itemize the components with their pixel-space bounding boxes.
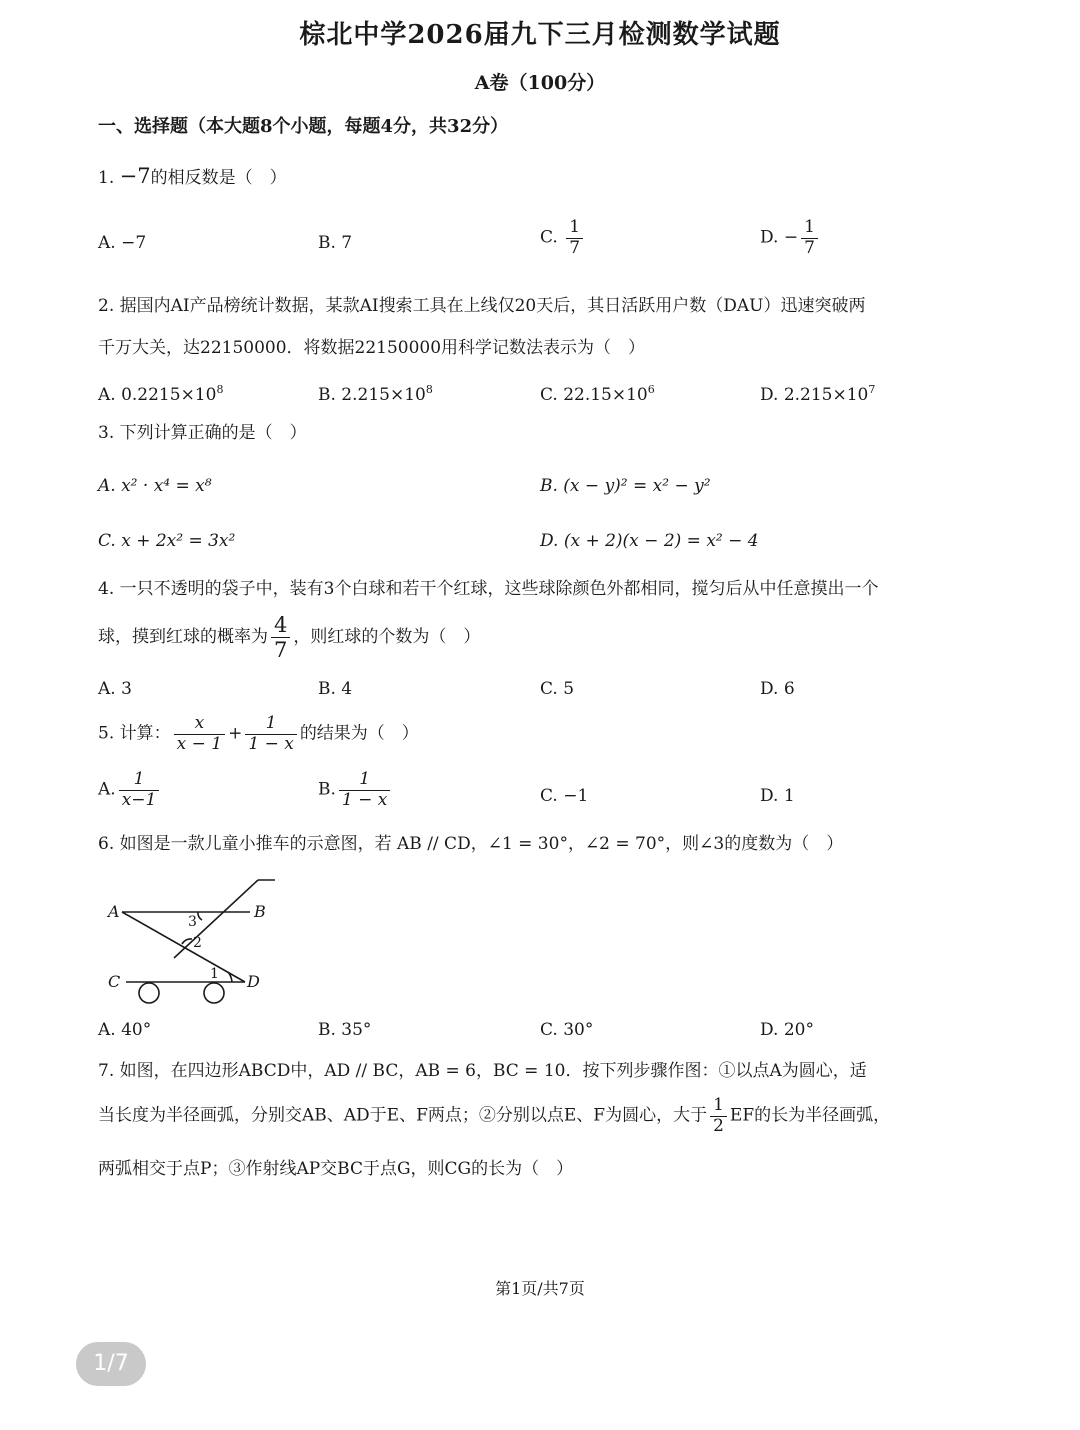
exponent: 6 (647, 383, 655, 396)
handle-line (174, 880, 258, 958)
numerator: 1 (801, 218, 818, 239)
q3-option-d[interactable]: D. (x + 2)(x − 2) = x² − 4 (540, 531, 759, 551)
q5-option-a[interactable] (98, 770, 162, 810)
option-text: A. 0.2215×10 (98, 385, 217, 405)
plus-sign: + (228, 723, 243, 744)
fraction (119, 770, 160, 810)
exponent: 8 (425, 383, 433, 396)
exponent: 8 (216, 383, 224, 396)
q2-option-c[interactable] (540, 383, 655, 405)
denominator: 2 (713, 1115, 724, 1136)
fraction (566, 218, 583, 258)
numerator: x (174, 714, 225, 735)
question-5-stem (98, 714, 419, 754)
value-expression: −7 (119, 164, 151, 188)
numerator: 1 (566, 218, 583, 239)
fraction (801, 218, 818, 258)
question-7-line-1: 7. 如图，在四边形ABCD中，AD // BC，AB = 6，BC = 10．按下列步骤作图：①以点A为圆心，适 (98, 1061, 867, 1081)
q1-option-d[interactable] (760, 218, 821, 258)
q5-option-b[interactable] (318, 770, 393, 810)
angle-3-arc (198, 912, 202, 920)
label-c: C (108, 972, 121, 991)
question-text: EF的长为半径画弧， (729, 1105, 891, 1126)
q6-option-d[interactable]: D. 20° (760, 1020, 814, 1040)
question-7-line-2 (98, 1096, 890, 1136)
question-text: 的结果为（ ） (299, 723, 419, 744)
page-footer: 第1页/共7页 (495, 1279, 585, 1298)
stroller-diagram (100, 872, 290, 1010)
page-indicator[interactable]: 1/7 (76, 1342, 146, 1386)
fraction-1 (174, 714, 225, 754)
question-text: 5. 计算： (98, 723, 171, 744)
question-4-line-2 (98, 613, 480, 662)
option-label: A. (98, 779, 116, 800)
fraction (339, 770, 390, 810)
exponent: 7 (868, 383, 876, 396)
q5-option-d[interactable]: D. 1 (760, 786, 795, 806)
q4-option-a[interactable]: A. 3 (98, 679, 132, 699)
transversal-ad (122, 912, 245, 982)
option-label: C. (540, 227, 558, 248)
question-6-stem: 6. 如图是一款儿童小推车的示意图，若 AB // CD，∠1 = 30°，∠2 = 70°，则∠3的度数为（ ） (98, 834, 844, 854)
question-1-stem (98, 166, 287, 187)
question-number: 1. (98, 168, 115, 188)
option-text: B. 2.215×10 (318, 385, 426, 405)
exam-subtitle: A卷（100分） (474, 72, 606, 94)
q2-option-d[interactable] (760, 383, 875, 405)
wheel-right (204, 983, 224, 1003)
numerator: 1 (245, 714, 296, 735)
q6-option-a[interactable]: A. 40° (98, 1020, 152, 1040)
q5-option-c[interactable]: C. −1 (540, 786, 589, 806)
half-fraction (710, 1096, 727, 1136)
q3-option-a[interactable]: A. x² · x⁴ = x⁸ (98, 476, 212, 496)
wheel-left (139, 983, 159, 1003)
question-text: 当长度为半径画弧，分别交AB、AD于E、F两点；②分别以点E、F为圆心，大于 (98, 1105, 708, 1126)
denominator: x − 1 (176, 733, 223, 754)
q3-option-c[interactable]: C. x + 2x² = 3x² (98, 531, 236, 551)
question-2-line-2: 千万大关，达22150000．将数据22150000用科学记数法表示为（ ） (98, 338, 646, 358)
denominator: 1 − x (341, 789, 388, 810)
option-label: D. − (760, 227, 799, 248)
denominator: 7 (569, 237, 581, 258)
angle-1-label: 1 (210, 966, 219, 982)
option-text: C. 22.15×10 (540, 385, 648, 405)
q3-option-b[interactable]: B. (x − y)² = x² − y² (540, 476, 711, 496)
numerator: 4 (271, 613, 290, 638)
question-4-line-1: 4. 一只不透明的袋子中，装有3个白球和若干个红球，这些球除颜色外都相同，搅匀后从中任意摸出一个 (98, 579, 879, 599)
label-a: A (108, 902, 120, 921)
q1-option-a[interactable]: A. −7 (98, 233, 147, 253)
numerator: 1 (710, 1096, 727, 1117)
question-7-line-3: 两弧相交于点P；③作射线AP交BC于点G，则CG的长为（ ） (98, 1159, 574, 1179)
numerator: 1 (339, 770, 390, 791)
option-label: B. (318, 779, 336, 800)
angle-2-label: 2 (193, 935, 202, 951)
question-text: 的相反数是（ ） (150, 168, 287, 188)
question-text: ，则红球的个数为（ ） (293, 627, 481, 648)
question-2-line-1: 2. 据国内AI产品榜统计数据，某款AI搜索工具在上线仅20天后，其日活跃用户数（DAU）迅速突破两 (98, 296, 866, 316)
q1-option-b[interactable]: B. 7 (318, 233, 353, 253)
probability-fraction (271, 613, 290, 662)
angle-3-label: 3 (188, 914, 197, 930)
exam-title: 棕北中学2026届九下三月检测数学试题 (299, 20, 781, 50)
denominator: 1 − x (248, 733, 294, 754)
denominator: x−1 (121, 789, 157, 810)
q2-option-a[interactable] (98, 383, 223, 405)
numerator: 1 (119, 770, 160, 791)
option-text: D. 2.215×10 (760, 385, 869, 405)
q4-option-d[interactable]: D. 6 (760, 679, 795, 699)
fraction-2 (245, 714, 296, 754)
question-text: 球，摸到红球的概率为 (98, 627, 268, 648)
q1-option-c[interactable] (540, 218, 586, 258)
label-d: D (247, 972, 260, 991)
label-b: B (254, 902, 266, 921)
denominator: 7 (804, 237, 815, 258)
question-3-stem: 3. 下列计算正确的是（ ） (98, 423, 307, 443)
q4-option-b[interactable]: B. 4 (318, 679, 353, 699)
q6-option-b[interactable]: B. 35° (318, 1020, 372, 1040)
section-heading: 一、选择题（本大题8个小题，每题4分，共32分） (98, 116, 509, 137)
q6-option-c[interactable]: C. 30° (540, 1020, 594, 1040)
q4-option-c[interactable]: C. 5 (540, 679, 575, 699)
denominator: 7 (274, 638, 288, 663)
q2-option-b[interactable] (318, 383, 433, 405)
